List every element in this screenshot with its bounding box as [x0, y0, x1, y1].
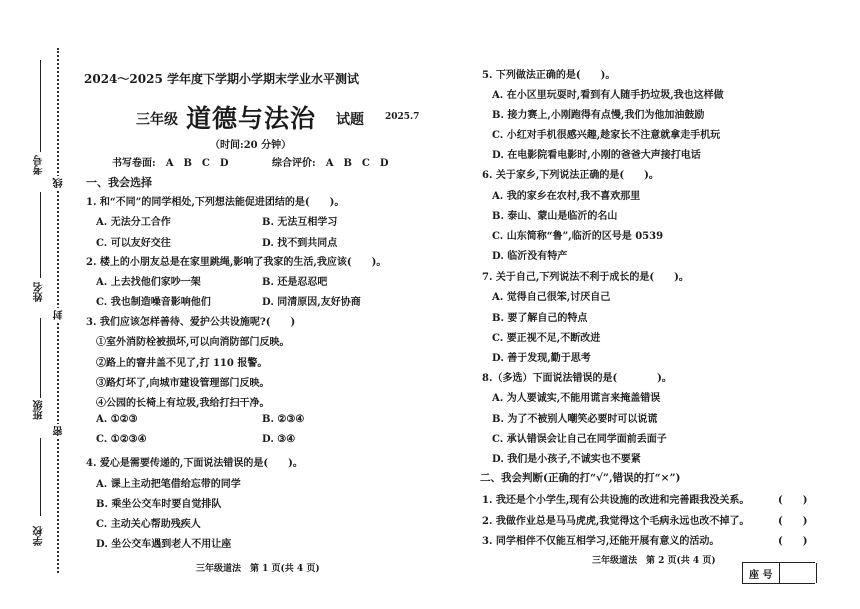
- q1-option-b: B. 无法互相学习: [262, 217, 338, 228]
- q2-option-b: B. 还是忍忍吧: [262, 277, 328, 288]
- footer-left: 三年级道法 第 1 页(共 4 页): [196, 564, 320, 574]
- handwriting-grade: 书写卷面: A B C D: [112, 158, 229, 169]
- q1-option-a: A. 无法分工合作: [96, 217, 171, 228]
- q3-option-a: A. ①②③: [96, 414, 138, 425]
- exam-no-line: [40, 60, 41, 152]
- q7-option-b: B. 要了解自己的特点: [492, 313, 588, 324]
- exam-title: 2024～2025 学年度下学期小学期末学业水平测试: [84, 72, 359, 86]
- q7-option-a: A. 觉得自己很笨,讨厌自己: [492, 292, 611, 303]
- q5-option-d: D. 在电影院看电影时,小刚的爸爸大声接打电话: [492, 150, 701, 161]
- seat-number-label: 座 号: [749, 570, 773, 581]
- q8-option-a: A. 为人要诚实,不能用谎言来掩盖错误: [492, 393, 661, 404]
- class-line: [40, 318, 41, 398]
- seal-char-line: 线: [54, 178, 65, 188]
- judge-item-1: 1. 我还是个小学生,现有公共设施的改进和完善跟我没关系。: [482, 495, 750, 506]
- q5-option-a: A. 在小区里玩耍时,看到有人随手扔垃圾,我也这样做: [492, 90, 724, 101]
- q4-option-a: A. 课上主动把笔借给忘带的同学: [96, 479, 241, 490]
- school-line: [40, 438, 41, 516]
- q3-option-d: D. ③④: [262, 434, 296, 445]
- name-line: [40, 192, 41, 278]
- q5-option-b: B. 接力赛上,小刚跑得有点慢,我们为他加油鼓励: [492, 110, 705, 121]
- q4-option-d: D. 坐公交车遇到老人不用让座: [96, 539, 232, 550]
- q7-option-c: C. 要正视不足,不断改进: [492, 333, 601, 344]
- question-4: 4. 爱心是需要传递的,下面说法错误的是( )。: [86, 458, 303, 469]
- school-label: 学校: [34, 526, 45, 546]
- q4-option-b: B. 乘坐公交车时要自觉排队: [96, 499, 222, 510]
- q3-statement-1: ①室外消防栓被损坏,可以向消防部门反映。: [96, 337, 290, 348]
- q8-option-c: C. 承认错误会让自己在同学面前丢面子: [492, 434, 667, 445]
- exam-time: （时间:20 分钟）: [210, 140, 292, 151]
- seal-char-secret: 密: [54, 426, 65, 436]
- name-label: 姓名: [34, 282, 45, 302]
- q3-option-c: C. ①②③④: [96, 434, 147, 445]
- q5-option-c: C. 小红对手机很感兴趣,趁家长不注意就拿走手机玩: [492, 130, 721, 141]
- judge-bracket-3: ( ): [778, 536, 808, 547]
- q2-option-c: C. 我也制造噪音影响他们: [96, 297, 211, 308]
- grade-label: 三年级: [136, 112, 178, 128]
- q2-option-a: A. 上去找他们家吵一架: [96, 277, 201, 288]
- judge-item-3: 3. 同学相伴不仅能互相学习,还能开展有意义的活动。: [482, 536, 720, 547]
- q1-option-c: C. 可以友好交往: [96, 238, 171, 249]
- q1-option-d: D. 找不到共同点: [262, 238, 338, 249]
- q3-statement-3: ③路灯坏了,向城市建设管理部门反映。: [96, 378, 270, 389]
- footer-right: 三年级道法 第 2 页(共 4 页): [592, 556, 716, 566]
- part1-heading: 一、我会选择: [86, 176, 152, 189]
- q2-option-d: D. 同清原因,友好协商: [262, 297, 361, 308]
- q3-statement-4: ④公园的长椅上有垃圾,我给打扫干净。: [96, 398, 270, 409]
- question-1: 1. 和“不同”的同学相处,下列想法能促进团结的是( )。: [86, 197, 345, 208]
- q6-option-c: C. 山东简称“鲁”,临沂的区号是 0539: [492, 231, 664, 242]
- seat-number-cell[interactable]: [779, 563, 817, 583]
- q4-option-c: C. 主动关心帮助残疾人: [96, 519, 201, 530]
- exam-no-label: 考号: [34, 155, 45, 175]
- judge-bracket-1: ( ): [778, 495, 808, 506]
- question-5: 5. 下列做法正确的是( )。: [482, 70, 616, 81]
- judge-item-2: 2. 我做作业总是马马虎虎,我觉得这个毛病永远也改不掉了。: [482, 516, 750, 527]
- part2-heading: 二、我会判断(正确的打“√”,错误的打“×”): [480, 472, 681, 484]
- exam-date: 2025.7: [385, 112, 420, 122]
- q6-option-d: D. 临沂没有特产: [492, 251, 568, 262]
- question-8: 8.（多选）下面说法错误的是( )。: [482, 373, 672, 384]
- q6-option-b: B. 泰山、蒙山是临沂的名山: [492, 211, 618, 222]
- judge-bracket-2: ( ): [778, 516, 808, 527]
- question-6: 6. 关于家乡,下列说法正确的是( )。: [482, 170, 659, 181]
- q3-statement-2: ②路上的窨井盖不见了,打 110 报警。: [96, 358, 268, 369]
- question-3: 3. 我们应该怎样善待、爱护公共设施呢?( ): [86, 317, 296, 328]
- q8-option-b: B. 为了不被别人嘲笑必要时可以说谎: [492, 414, 658, 425]
- question-7: 7. 关于自己,下列说法不利于成长的是( )。: [482, 272, 689, 283]
- question-2: 2. 楼上的小朋友总是在家里跳绳,影响了我家的生活,我应该( )。: [86, 257, 387, 268]
- q8-option-d: D. 我们是小孩子,不诚实也不要紧: [492, 454, 641, 465]
- subject-title: 道德与法治: [186, 104, 317, 133]
- q7-option-d: D. 善于发现,勤于思考: [492, 353, 591, 364]
- seat-number-box: [742, 562, 815, 584]
- q6-option-a: A. 我的家乡在农村,我不喜欢那里: [492, 191, 641, 202]
- q3-option-b: B. ②③④: [262, 414, 305, 425]
- test-label: 试题: [336, 112, 364, 128]
- class-label: 班级: [34, 400, 45, 420]
- seal-char-seal: 封: [54, 310, 65, 320]
- overall-grade: 综合评价: A B C D: [272, 158, 389, 169]
